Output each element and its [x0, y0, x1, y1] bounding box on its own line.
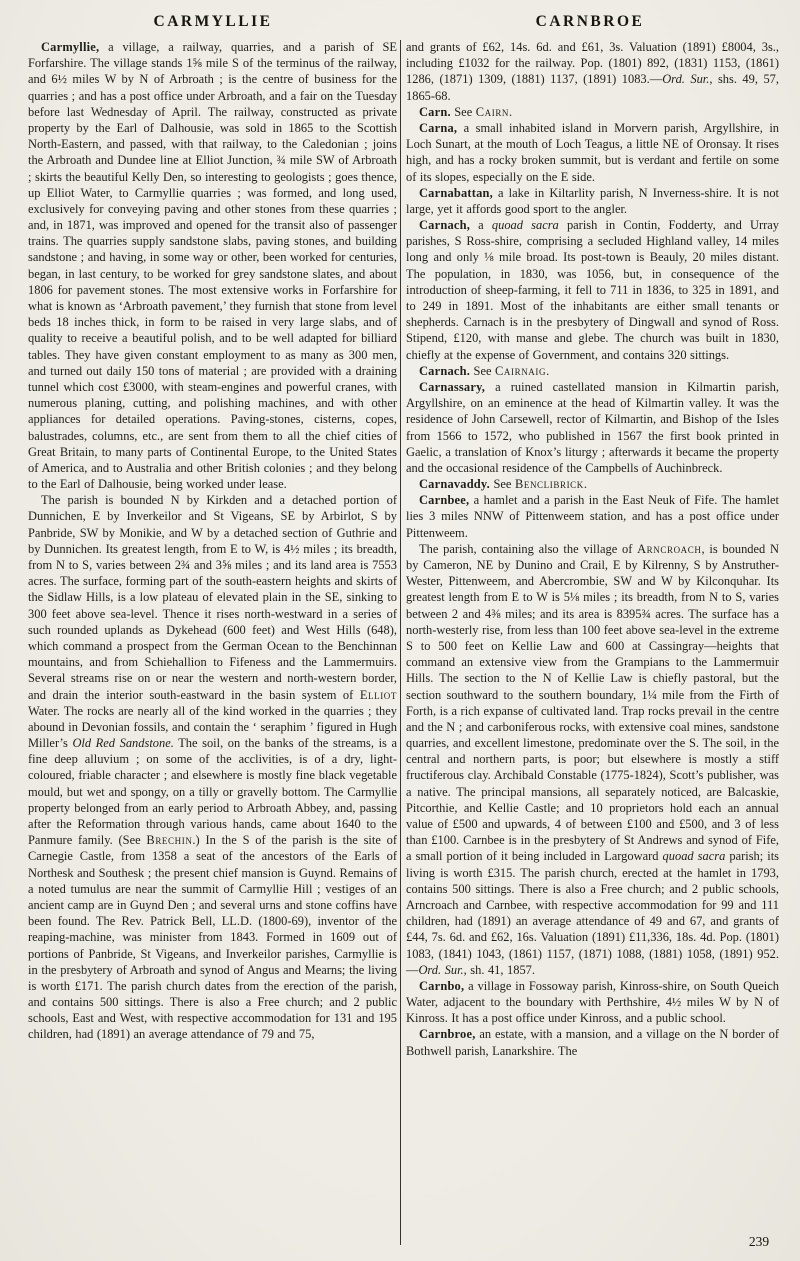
text-segment: an estate, with a mansion, and a village on the N border of Bothwell parish, Lanarkshire. The	[406, 1027, 779, 1058]
text-segment: Carnavaddy.	[419, 477, 490, 492]
running-head-right: CARNBROE	[535, 13, 645, 30]
text-segment: Cairn	[475, 104, 510, 119]
text-segment: Benclibrick	[514, 477, 584, 492]
text-segment: .	[546, 363, 550, 378]
column-divider-rule	[400, 40, 401, 1245]
text-segment: Ord. Sur.	[662, 72, 710, 87]
entry-paragraph	[406, 379, 779, 476]
entry-paragraph	[28, 39, 397, 492]
text-segment: See	[489, 477, 515, 492]
text-segment: a	[470, 218, 492, 233]
text-segment: a small inhabited island in Morvern parish, Argyllshire, in Loch Sunart, at the mouth of Loch Teagus, a little NE of Oronsay. It rises high, and has a rocky broken summit, but is verdant and fertile on some of its slopes, especially on the E side.	[406, 120, 779, 184]
entry-paragraph	[406, 978, 779, 1027]
entry-paragraph	[406, 217, 779, 363]
entry-paragraph	[406, 363, 779, 379]
text-segment: Elliot	[359, 687, 397, 702]
text-segment: Carn.	[419, 104, 451, 119]
text-segment: , is bounded N by Cameron, NE by Dunino and Crail, E by Kilrenny, S by Anstruther-Wester, Pittenweem, and Abercrombie, SW and W by Kilconquhar. Its greatest length from E to W is 5⅛ miles ; its breadth, from N to S, varies between 2 and 4⅜ miles; and its area is 8395¾ acres. The surface has a north-westerly rise, from less than 100 feet above sea-level in the extreme S to 500 feet on Kellie Law and 600 at Cassingray—heights that command an extensive view from the Grampians to the Lammermuir Hills. The section to the N of Kellie Law is chiefly pastoral, but the section southward to the southern boundary, 1¼ mile from the Firth of Forth, is a rich expanse of cultivated land. Trap rocks prevail in the centre and the N ; and carboniferous rocks, with extensive coal mines, sandstone quarries, and excellent limestone, predominate over the S. The soil, in the central and northern parts, is poor; but elsewhere is mostly a stiff fructiferous clay. Archibald Constable (1775-1824), Scott’s publisher, was a native. The principal mansions, all separately noticed, are Balcaskie, Pitcorthie, and Kellie Castle; and 10 proprietors hold each an annual value of £500 and upwards, 4 of between £100 and £500, and 3 of less than £100. Carnbee is in the presbytery of St Andrews and synod of Fife, a small portion of it being included in Largoward	[406, 541, 779, 864]
text-segment: Carnach,	[419, 218, 471, 233]
text-segment: a village in Fossoway parish, Kinross-shire, on South Queich Water, adjacent to the boundary with Perthshire, 4½ miles W by N of Kinross. It has a post office under Kinross, and a public school.	[406, 978, 779, 1026]
text-segment: Carna,	[419, 120, 458, 135]
text-segment: a village, a railway, quarries, and a parish of SE Forfarshire. The village stands 1⅝ mile S of the terminus of the railway, and 6½ miles W by N of Arbroath ; is the centre of business for the quarries ; and has a post office under Arbroath, and a fair on the Tuesday before last Wednesday of April. The railway, constructed as private property by the Earl of Dalhousie, was sold in 1865 to the Scottish North-Eastern, and passed, with that railway, to the Caledonian ; joins the Arbroath and Dundee line at Elliot Junction, ¾ mile SW of Arbroath ; skirts the beautiful Kelly Den, so interesting to geologists ; goes thence, up Elliot Water, to Carmyllie quarries ; was formed, and long used, exclusively for conveying paving and other stones from these quarries ; and, in 1871, was improved and opened for the transit also of passenger trains. The quarries supply sandstone slabs, paving stones, and building sandstone ; and having, in some way or other, been worked for centuries, began, in last century, to be worked for grey sandstone slates, and about 1806 for pavement stones. The most extensive works in Forfarshire for what is known as ‘Arbroath pavement,’ they furnish that stone from level beds 18 inches thick, in form to be raised in very large slabs, and of quality to receive a beautiful polish, and to be well adapted for billiard tables. They have given constant employment to as many as 300 men, and turned out daily 150 tons of material ; are provided with a draining tunnel which cost £3000, with steam-engines and powerful cranes, with numerous planing, cutting, and polishing machines, and with other appliances for detailed operations. Paving-stones, cisterns, copes, balustrades, columns, etc., are sent from them to all the chief cities of Great Britain, to many parts of Continental Europe, to the United States of America, and to Australia and other British colonies ; and they belong to the Earl of Dalhousie, being worked under lease.	[28, 40, 397, 492]
text-segment: Old Red Sandstone.	[72, 736, 174, 751]
text-segment: Carnbee,	[419, 493, 470, 508]
text-segment: Carnbo,	[419, 978, 465, 993]
text-segment: quoad sacra	[662, 849, 726, 864]
text-segment: a hamlet and a parish in the East Neuk of Fife. The hamlet lies 3 miles NNW of Pittenweem station, and has a post office under Pittenweem.	[406, 493, 779, 540]
entry-paragraph	[406, 185, 779, 217]
text-segment: and grants of £62, 14s. 6d. and £61, 3s. Valuation (1891) £8004, 3s., including £1032 for the railway. Pop. (1801) 892, (1831) 1153, (1861) 1286, (1871) 1309, (1881) 1137, (1891) 1083.—	[406, 40, 779, 87]
entry-paragraph	[406, 492, 779, 541]
text-segment: Carmyllie,	[41, 40, 100, 54]
entry-paragraph	[406, 541, 779, 978]
text-segment: The parish is bounded N by Kirkden and a detached portion of Dunnichen, E by Inverkeilor and St Vigeans, SE by Arbirlot, S by Panbride, SW by Monikie, and W by a detached section of Guthrie and by Dunnichen. Its greatest length, from E to W, is 4½ miles ; its breadth, from N to S, varies between 2¾ and 3⅝ miles ; and its land area is 7553 acres. The surface, forming part of the south-eastern heights and skirts of the Sidlaw Hills, is a low plateau of elevated plain in the SE, sinking to 300 feet above sea-level. Thence it rises north-westward in a series of such rounded uplands as Dykehead (600 feet) and West Hills (648), which command a prospect from the German Ocean to the Benchinnan mountains, and from Schiehallion to Fifeness and the Lammermuirs. Several streams rise on or near the western and north-western border, and drain the interior south-eastward in the basin system of	[28, 493, 397, 702]
text-segment: .) In the S of the parish is the site of Carnegie Castle, from 1358 a seat of the ancestors of the Earls of Northesk and Southesk ; the present chief mansion is Guynd. Remains of a noted tumulus are near the summit of Carmyllie Hill ; vestiges of an ancient camp are in Guynd Den ; and several urns and stone coffins have been found. The Rev. Patrick Bell, LL.D. (1800-69), inventor of the reaping-machine, was minister from 1843. Formed in 1609 out of portions of Panbride, St Vigeans, and Inverkeilor parishes, Carmyllie is in the presbytery of Arbroath and synod of Angus and Mearns; the living is worth £171. The parish church dates from the erection of the parish, and contains 500 sittings. There is also a Free church; and 2 public schools, East and West, with respective accommodation for 131 and 195 children, had (1891) an average attendance of 79 and 75,	[28, 833, 398, 1042]
text-segment: quoad sacra	[491, 218, 559, 233]
text-segment: Carnbroe,	[419, 1027, 476, 1042]
text-segment: Brechin	[146, 833, 193, 848]
text-segment: Ord. Sur.	[418, 962, 464, 977]
text-segment: , sh. 41, 1857.	[463, 962, 535, 977]
text-segment: Water. The rocks are nearly all of the kind worked in the quarries ; they abound in Devonian fossils, and contain the ‘ seraphim ’ figured in Hugh Miller’s	[28, 703, 397, 751]
text-segment: parish; its living is worth £315. The parish church, erected at the hamlet in 1793, contains 500 sittings. There is also a Free church; and 2 public schools, Arncroach and Carnbee, with respective accommodation for 99 and 111 children, had (1891) an average attendance of 49 and 67, and grants of £44, 7s. 6d. and £62, 16s. Valuation (1891) £11,336, 18s. 4d. Pop. (1801) 1083, (1841) 1043, (1861) 1157, (1871) 1088, (1881) 1058, (1891) 952.—	[406, 849, 780, 977]
text-segment: Cairnaig	[495, 363, 547, 378]
running-head-left: CARMYLLIE	[153, 13, 273, 30]
text-segment: a ruined castellated mansion in Kilmartin parish, Argyllshire, on an eminence at the head of Kilmartin valley. It was the residence of John Carsewell, rector of Kilmartin, and Bishop of the Isles from 1566 to 1572, who published in 1567 the first book printed in Gaelic, a translation of Knox’s liturgy ; afterwards it became the property and the occasional residence of the Campbells of Auchinbreck.	[406, 379, 779, 475]
right-text-column	[406, 39, 779, 1059]
text-segment: .	[583, 477, 587, 492]
text-segment: Carnach.	[419, 363, 471, 378]
text-segment: Carnabattan,	[419, 185, 493, 200]
text-segment: See	[450, 104, 476, 119]
entry-paragraph	[28, 492, 397, 1042]
text-segment: See	[470, 363, 495, 378]
text-segment: The soil, on the banks of the streams, is a fine deep alluvium ; on some of the acclivities, is of a dry, light-coloured, friable character ; and elsewhere is mostly fine black vegetable mould, but wet and spongy, on a tilly or gravelly bottom. The Carmyllie property belonged from an early period to Arbroath Abbey, and, passing after the Reformation through various hands, came about 1640 to the Panmure family. (See	[28, 736, 397, 848]
text-segment: , shs. 49, 57, 1865-68.	[406, 72, 779, 103]
entry-paragraph	[406, 476, 779, 492]
text-segment: Arncroach	[637, 541, 702, 556]
entry-paragraph	[406, 104, 779, 120]
entry-paragraph	[406, 1026, 779, 1058]
text-segment: .	[509, 104, 513, 119]
page-number: 239	[748, 1234, 770, 1249]
text-segment: Carnassary,	[419, 379, 486, 394]
entry-paragraph	[406, 120, 779, 185]
text-segment: a lake in Kiltarlity parish, N Inverness-shire. It is not large, yet it affords good sport to the angler.	[406, 185, 779, 216]
entry-paragraph	[406, 39, 779, 104]
text-segment: The parish, containing also the village of	[419, 541, 638, 556]
left-text-column	[28, 39, 397, 1043]
text-segment: parish in Contin, Fodderty, and Urray parishes, S Ross-shire, comprising a secluded Highland valley, 14 miles long and only ⅛ mile broad. Its post-town is Beauly, 20 miles distant. The population, in 1830, was 1056, but, in consequence of the introduction of sheep-farming, it fell to 711 in 1836, to 325 in 1891, and to 249 in 1891. Most of the inhabitants are either small tenants or shepherds. Carnach is in the presbytery of Dingwall and synod of Ross. Stipend, £120, with manse and glebe. The church was built in 1830, chiefly at the expense of Government, and contains 320 sittings.	[406, 218, 779, 362]
